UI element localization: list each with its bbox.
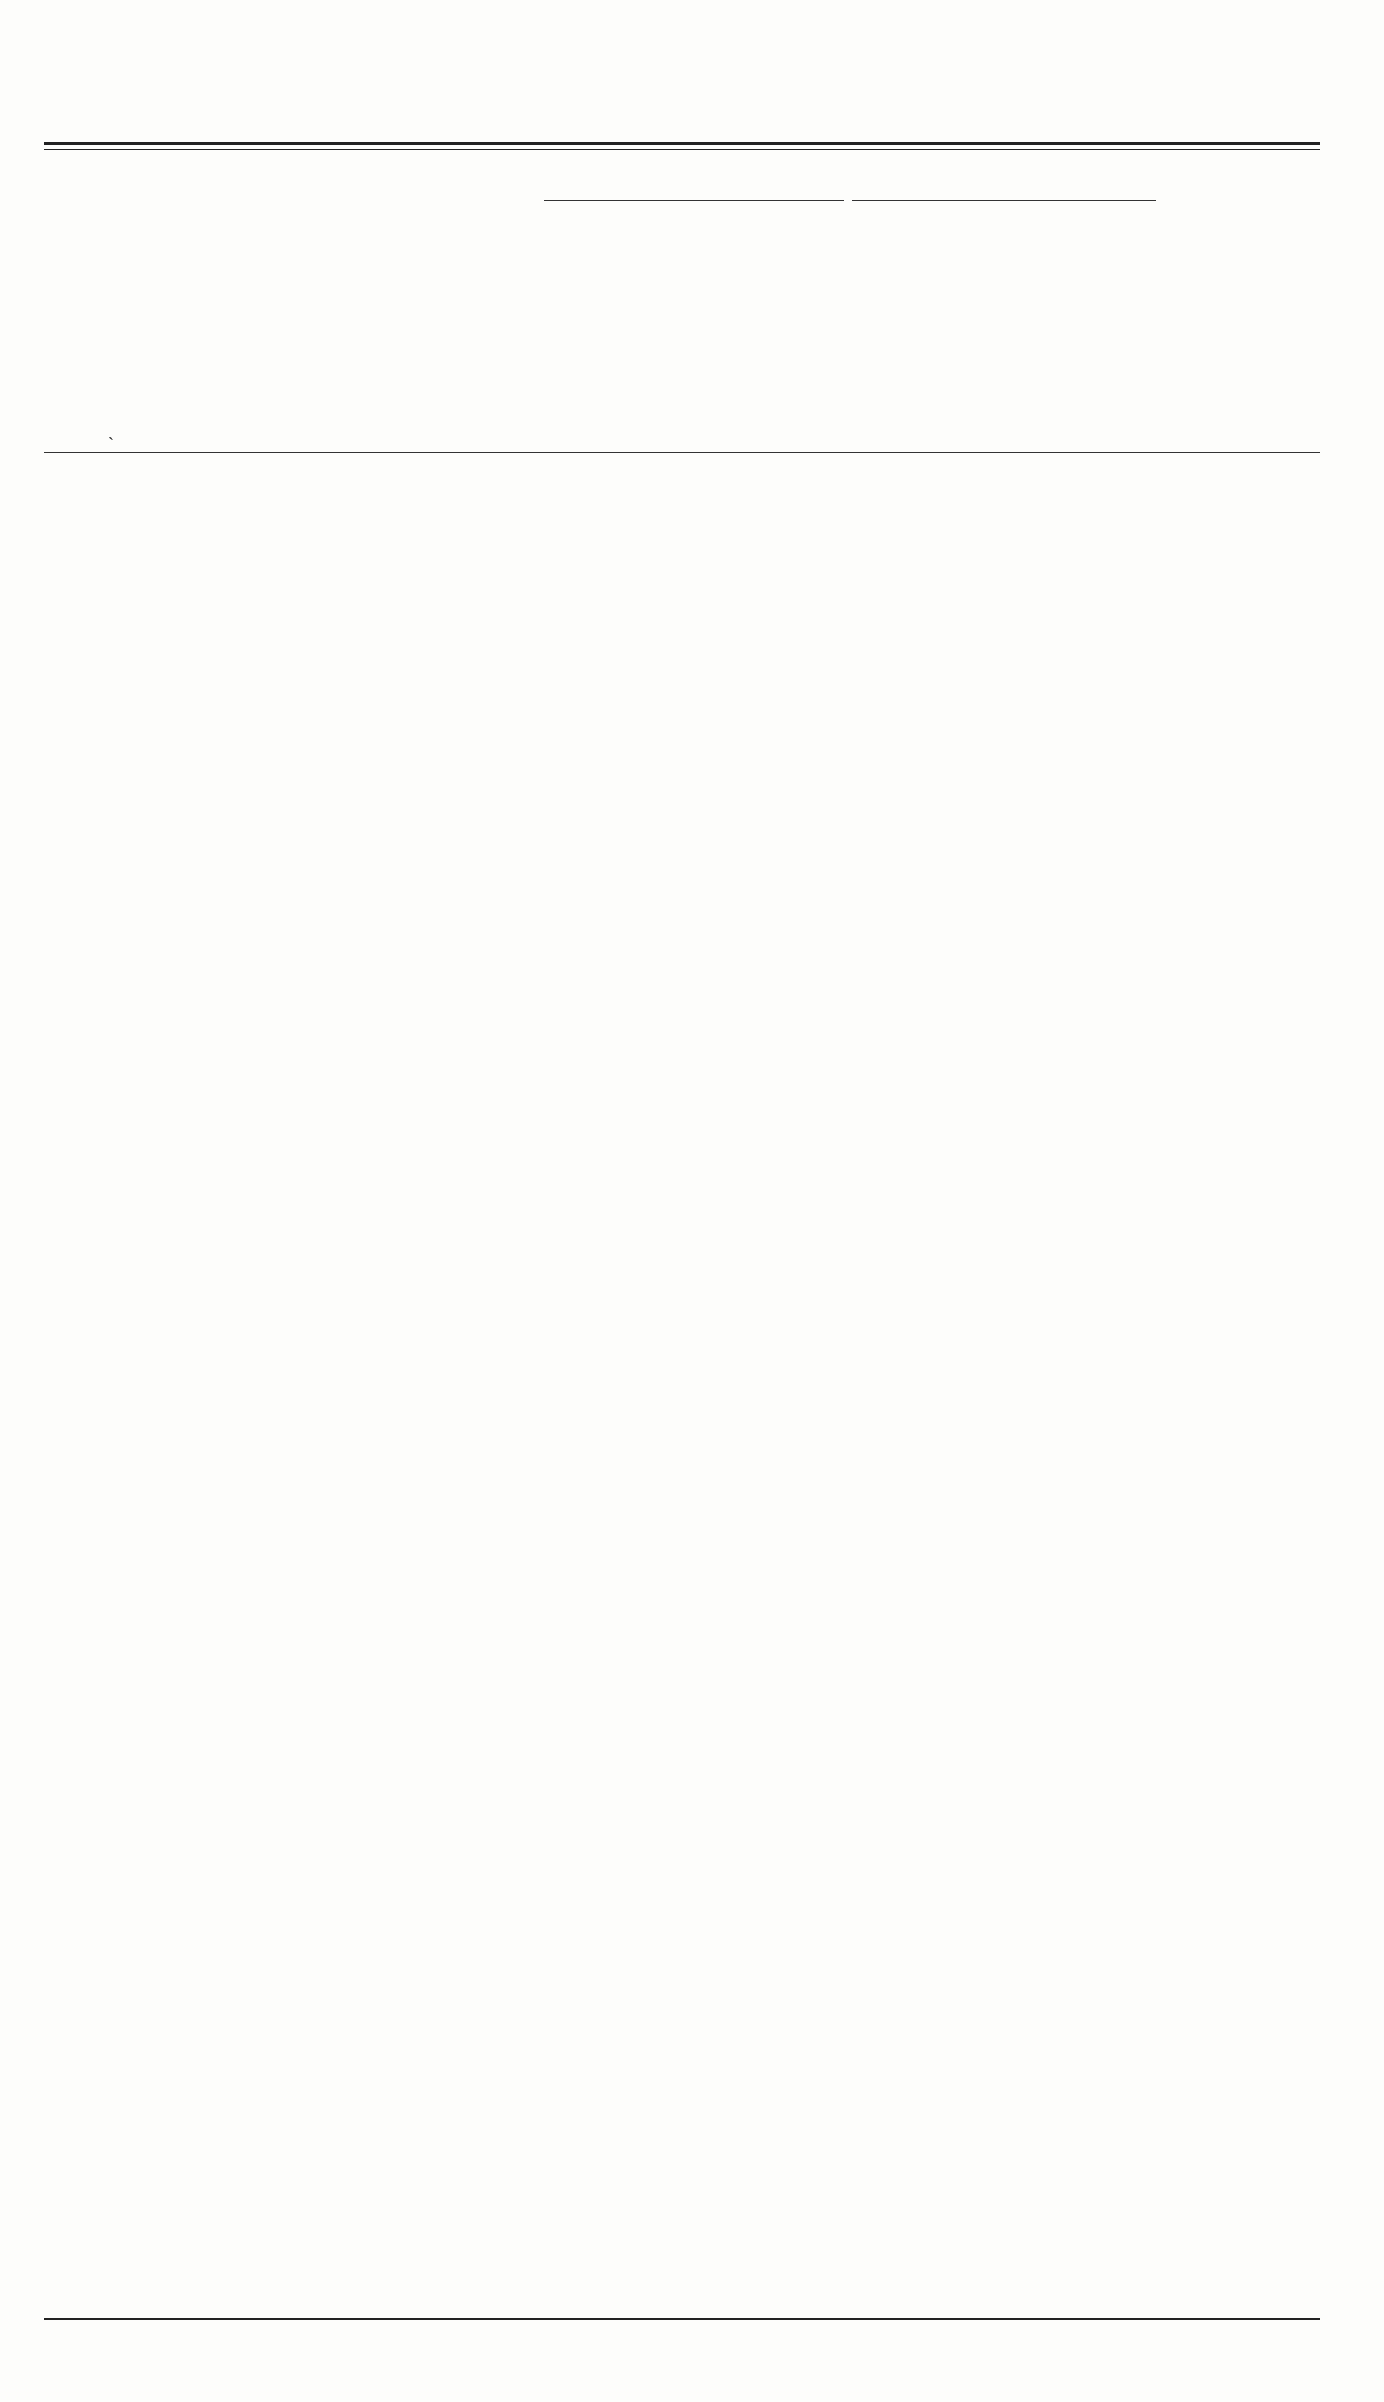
bottom-rule (44, 2318, 1320, 2320)
header-mark: ˏ (108, 420, 114, 440)
top-rule-thin (44, 149, 1320, 150)
top-rule (44, 142, 1320, 145)
males-group-rule (544, 200, 844, 201)
header-rule (44, 452, 1320, 453)
females-group-rule (852, 200, 1156, 201)
